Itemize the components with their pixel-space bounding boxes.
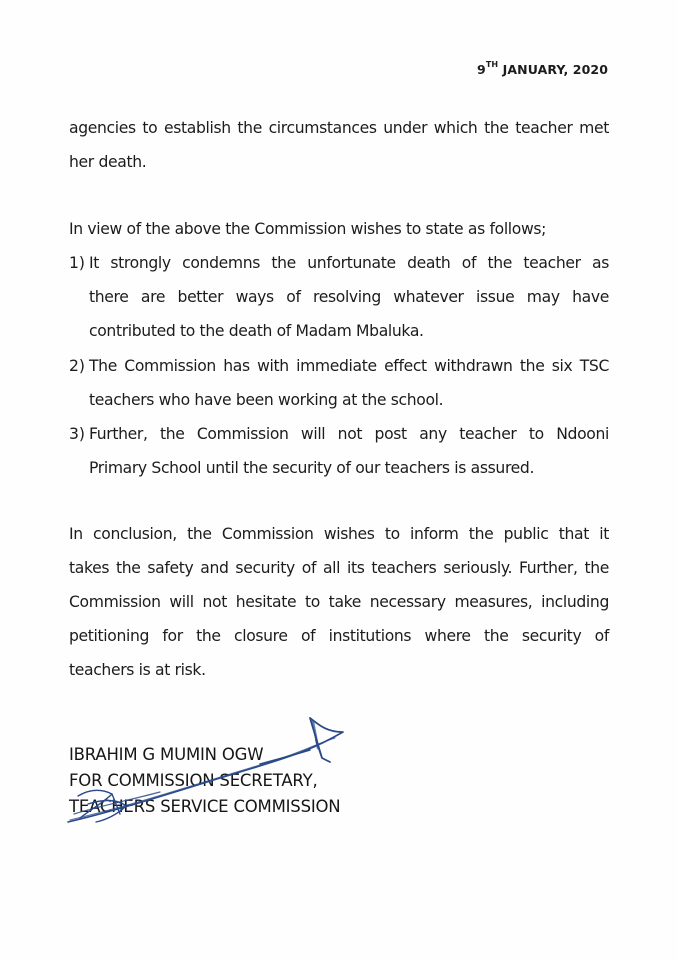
signatory-organization: TEACHERS SERVICE COMMISSION	[69, 797, 341, 816]
list-item-3-line-1: Further, the Commission will not post any teacher to Ndooni	[89, 425, 609, 443]
intro-line-2: her death.	[69, 153, 147, 171]
signatory-name: IBRAHIM G MUMIN OGW	[69, 745, 264, 764]
conclusion-line-3: Commission will not hesitate to take necessary measures, including	[69, 593, 609, 611]
list-item-2-line-1: The Commission has with immediate effect withdrawn the six TSC	[89, 357, 609, 375]
list-item-2-line-2: teachers who have been working at the school.	[89, 391, 444, 409]
date-month-year: JANUARY, 2020	[498, 62, 608, 77]
list-item-number-2: 2)	[69, 357, 86, 375]
list-item-1-line-3: contributed to the death of Madam Mbaluka.	[89, 322, 424, 340]
list-item-number-1: 1)	[69, 254, 86, 272]
letter-date	[477, 62, 608, 77]
conclusion-line-1: In conclusion, the Commission wishes to inform the public that it	[69, 525, 609, 543]
statement-lead: In view of the above the Commission wishes to state as follows;	[69, 220, 547, 238]
list-item-number-3: 3)	[69, 425, 86, 443]
intro-line-1: agencies to establish the circumstances under which the teacher met	[69, 119, 609, 137]
conclusion-line-4: petitioning for the closure of institutions where the security of	[69, 627, 609, 645]
conclusion-line-5: teachers is at risk.	[69, 661, 206, 679]
list-item-1-line-2: there are better ways of resolving whatever issue may have	[89, 288, 609, 306]
list-item-3-line-2: Primary School until the security of our teachers is assured.	[89, 459, 535, 477]
list-item-1-line-1: It strongly condemns the unfortunate death of the teacher as	[89, 254, 609, 272]
conclusion-line-2: takes the safety and security of all its teachers seriously. Further, the	[69, 559, 609, 577]
signatory-role: FOR COMMISSION SECRETARY,	[69, 771, 318, 790]
date-day: 9	[477, 62, 486, 77]
date-suffix: TH	[485, 60, 499, 69]
